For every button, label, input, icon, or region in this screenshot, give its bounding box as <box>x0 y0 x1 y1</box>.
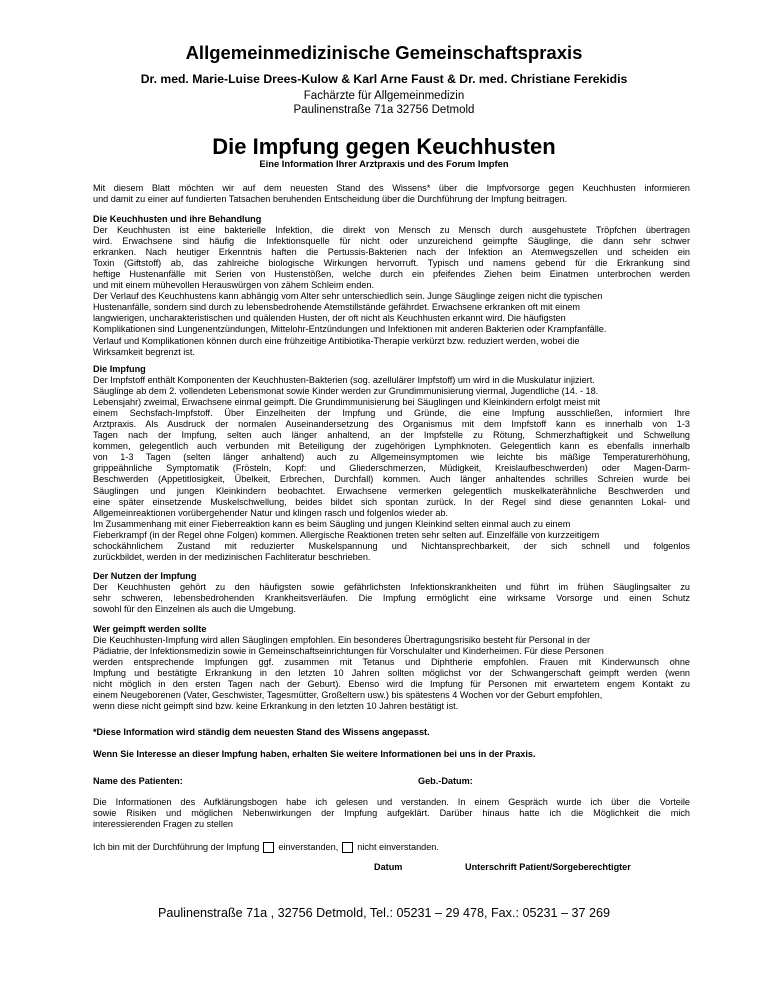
section-line: wird. Erwachsene sind häufig die Infektionsquelle für nicht oder unzureichend geimpfte Säuglinge, die dann sehr schwer <box>93 236 690 247</box>
section-line: Allgemeinreaktionen vorübergehender Natur und klingen rasch und folgenlos wieder ab. <box>93 507 449 518</box>
intro-line: Mit diesem Blatt möchten wir auf dem neuesten Stand des Wissens* über die Impfvorsorge gegen Keuchhusten informieren <box>93 182 690 193</box>
section-line: Säuglinge ab dem 2. vollendeten Lebensmonat sowie Kinder werden zur Grundimmunisierung viermal, Jugendliche (14. - 18. <box>93 386 599 397</box>
section-line: Fieberkrampf (in der Regel ohne Folgen) kommen. Allergische Reaktionen treten sehr selten auf. Einzelfälle von kurzzeitigem <box>93 529 600 540</box>
consent-line: sowie Risiken und möglichen Nebenwirkungen der Impfung aufgeklärt. Darüber hinaus hatte ich die Möglichkeit die mich <box>93 808 690 819</box>
section-body <box>93 225 690 358</box>
section-disease <box>93 214 690 358</box>
section-heading: Der Nutzen der Impfung <box>93 571 197 581</box>
patient-name-label: Name des Patienten: <box>93 775 183 786</box>
section-line: Im Zusammenhang mit einer Fieberreaktion kann es beim Säugling und jungen Kleinkind selten einmal auch zu einem <box>93 518 571 529</box>
consent-choice-row <box>93 842 439 853</box>
consent-line: interessierenden Fragen zu stellen <box>93 819 233 830</box>
section-line: Verlauf und Komplikationen können durch eine frühzeitige Antibiotika-Therapie verkürzt bzw. reduziert werden, wobei die <box>93 335 580 346</box>
section-line: Arztpraxis. Als Ausdruck der normalen Auseinandersetzung des Organismus mit dem Impfstoff kann es innerhalb von 1-3 <box>93 419 690 430</box>
footer-contact: Paulinenstraße 71a , 32756 Detmold, Tel.: 05231 – 29 478, Fax.: 05231 – 37 269 <box>157 906 611 920</box>
section-body <box>93 635 690 712</box>
section-line: sehr schweren, lebensbedrohenden Krankheitsverläufen. Die Impfung ermöglicht eine wirksame Vorsorge und einen Schutz <box>93 593 690 604</box>
document-subtitle: Eine Information Ihrer Arztpraxis und des Forum Impfen <box>259 158 509 169</box>
section-line: Hustenanfälle, sondern sind durch zu lebensbedrohende Atemstillstände gefährdet. Erwachsene erkranken oft mit einem <box>93 302 580 313</box>
section-heading: Wer geimpft werden sollte <box>93 624 207 634</box>
section-vaccination <box>93 364 690 563</box>
practice-address: Paulinenstraße 71a 32756 Detmold <box>293 103 475 116</box>
signature-row <box>93 862 690 874</box>
dob-label: Geb.-Datum: <box>418 775 473 786</box>
patient-info-row <box>93 776 690 788</box>
signature-label: Unterschrift Patient/Sorgeberechtigter <box>465 862 631 872</box>
intro-line: und damit zu einer auf fundierten Tatsachen beruhenden Entscheidung über die Durchführung der Impfung beitragen. <box>93 193 568 204</box>
section-who-should-be-vaccinated <box>93 624 690 712</box>
section-heading: Die Impfung <box>93 364 146 374</box>
section-line: Wirksamkeit begrenzt ist. <box>93 346 195 357</box>
section-line: Der Keuchhusten gehört zu den häufigsten sowie gefährlichsten Infektionskrankheiten und führt im frühen Säuglingsalter zu <box>93 582 690 593</box>
consent-line: Die Informationen des Aufklärungsbogen habe ich gelesen und verstanden. In einem Gespräch wurde ich über die Vorteile <box>93 797 690 807</box>
update-note: *Diese Information wird ständig dem neuesten Stand des Wissens angepasst. <box>93 726 430 737</box>
section-line: Pädiatrie, der Infektionsmedizin sowie in Gemeinschaftseinrichtungen für Vorschulalter und Kinderheimen. Für diese Personen <box>93 646 604 657</box>
section-line: zurückbildet, werden in der medizinischen Fachliteratur beschrieben. <box>93 551 371 562</box>
section-body <box>93 582 690 615</box>
document-title: Die Impfung gegen Keuchhusten <box>212 134 556 159</box>
section-line: Der Verlauf des Keuchhustens kann abhängig vom Alter sehr unterschiedlich sein. Junge Säuglinge zeigen nicht die typischen <box>93 291 603 302</box>
disagree-option-label: nicht einverstanden. <box>357 842 439 852</box>
section-line: eine später einsetzende Muskelschwellung, beides bildet sich spontan zurück. In der Regel sind diese genannten Lokal- und <box>93 496 690 507</box>
section-line: Tagen nach der Impfung, selten auch länger anhaltend, an der Impfstelle zu Rötung, Schmerzhaftigkeit und Schwellung <box>93 430 690 441</box>
agree-checkbox[interactable] <box>263 842 274 853</box>
doctors-names: Dr. med. Marie-Luise Drees-Kulow & Karl Arne Faust & Dr. med. Christiane Ferekidis <box>140 72 628 86</box>
section-line: wenn diese nicht geimpft sind bzw. keine Erkrankung in den letzten 10 Jahren bestätigt ist. <box>93 701 459 712</box>
intro-paragraph <box>93 183 690 205</box>
section-line: sowohl für den Einzelnen als auch die Umgebung. <box>93 604 296 615</box>
section-line: Lebensjahr) zweimal, Erwachsene einmal geimpft. Die Grundimmunisierung bei Säuglingen und Kleinkindern erfolgt meist mit <box>93 397 601 408</box>
section-heading: Die Keuchhusten und ihre Behandlung <box>93 214 262 224</box>
section-line: grippeähnliche Symptomatik (Frösteln, Kopf: und Gliederschmerzen, Müdigkeit, Kreislaufbeschwerden) oder Magen-Darm- <box>93 463 690 474</box>
section-line: nicht möglich in den ersten Tagen nach der Geburt). Ebenso wird die Impfung für Personen mit erwartetem engem Kontakt zu <box>93 679 690 690</box>
section-line: Impfung und bestätigte Erkrankung in den letzten 10 Jahren sollten möglichst vor der Schwangerschaft geimpft werden (wenn <box>93 668 690 679</box>
section-benefit <box>93 571 690 615</box>
section-line: Toxin (Giftstoff) ab, das zahlreiche biologische Wirkungen hervorruft. Typisch und namens gebend für die Erkrankung sind <box>93 258 690 269</box>
consent-paragraph <box>93 797 690 830</box>
section-line: kommen, gelegentlich auch verbunden mit Beteiligung der zugehörigen Lymphknoten. Gelegentlich kann es ebenfalls innerhalb <box>93 441 690 452</box>
practice-specialty: Fachärzte für Allgemeinmedizin <box>303 90 465 102</box>
practice-title: Allgemeinmedizinische Gemeinschaftspraxis <box>185 42 583 63</box>
section-line: von 1-3 Tagen (selten länger anhaltend) auch zu Allgemeinsymptomen wie leichte bis mäßige Temperaturerhöhung, <box>93 452 690 463</box>
date-label: Datum <box>374 862 403 872</box>
disagree-checkbox[interactable] <box>342 842 353 853</box>
agree-option-label: einverstanden, <box>278 842 339 852</box>
section-line: Die Keuchhusten-Impfung wird allen Säuglingen empfohlen. Ein besonderes Übertragungsrisiko besteht für Personal in der <box>93 635 591 646</box>
section-line: und mit einem mühevollen Herauswürgen von zähem Schleim enden. <box>93 280 374 291</box>
section-line: Beschwerden (Appetitlosigkeit, Übelkeit, Erbrechen, Durchfall) kommen. Auch länger anhaltendes schrilles Schreien wurde bei <box>93 474 690 485</box>
section-line: erkranken. Nach heutiger Erkenntnis haften die Pertussis-Bakterien nach der Infektion an Atemwegszellen und scheiden ein <box>93 247 690 258</box>
section-line: Der Keuchhusten ist eine bakterielle Infektion, die direkt von Mensch zu Mensch durch ausgehustete Tröpfchen übertragen <box>93 225 690 236</box>
section-line: werden entsprechende Impfungen ggf. zusammen mit Tetanus und Diphtherie empfohlen. Frauen mit Kinderwunsch ohne <box>93 657 690 668</box>
section-line: einem Sechsfach-Impfstoff. Über Einzelheiten der Impfung und Gründe, die eine Impfung ausschließen, informiert Ihre <box>93 408 690 419</box>
section-line: Säuglingen und jungen Kleinkindern beobachtet. Erwachsene vermerken gelegentlich muskelkaterähnliche Beschwerden und <box>93 485 690 496</box>
consent-prefix: Ich bin mit der Durchführung der Impfung <box>93 842 260 852</box>
section-line: heftige Hustenanfälle mit Serien von Hustenstößen, welche durch ein pfeifendes Ziehen beim Einatmen unterbrochen werden <box>93 269 690 280</box>
section-line: langwierigen, uncharakteristischen und quälenden Husten, der oft nicht als Keuchhusten erkannt wird. Die häufigsten <box>93 313 566 324</box>
section-line: einem Neugeborenen (Vater, Geschwister, Tagesmütter, Großeltern usw.) bis spätestens 4 Wochen vor der Geburt empfohlen, <box>93 690 603 701</box>
section-line: Der Impfstoff enthält Komponenten der Keuchhusten-Bakterien (sog. azellulärer Impfstoff) um wird in die Muskulatur injiziert. <box>93 375 595 386</box>
section-line: Komplikationen sind Lungenentzündungen, Mittelohr-Entzündungen und Infektionen mit anderen Bakterien oder Krampfanfälle. <box>93 324 607 335</box>
section-body <box>93 375 690 563</box>
section-line: schockähnlichem Zustand mit reduzierter Muskelspannung und Nichtansprechbarkeit, der sich schnell und folgenlos <box>93 540 690 551</box>
interest-note: Wenn Sie Interesse an dieser Impfung haben, erhalten Sie weitere Informationen bei uns in der Praxis. <box>93 748 536 759</box>
